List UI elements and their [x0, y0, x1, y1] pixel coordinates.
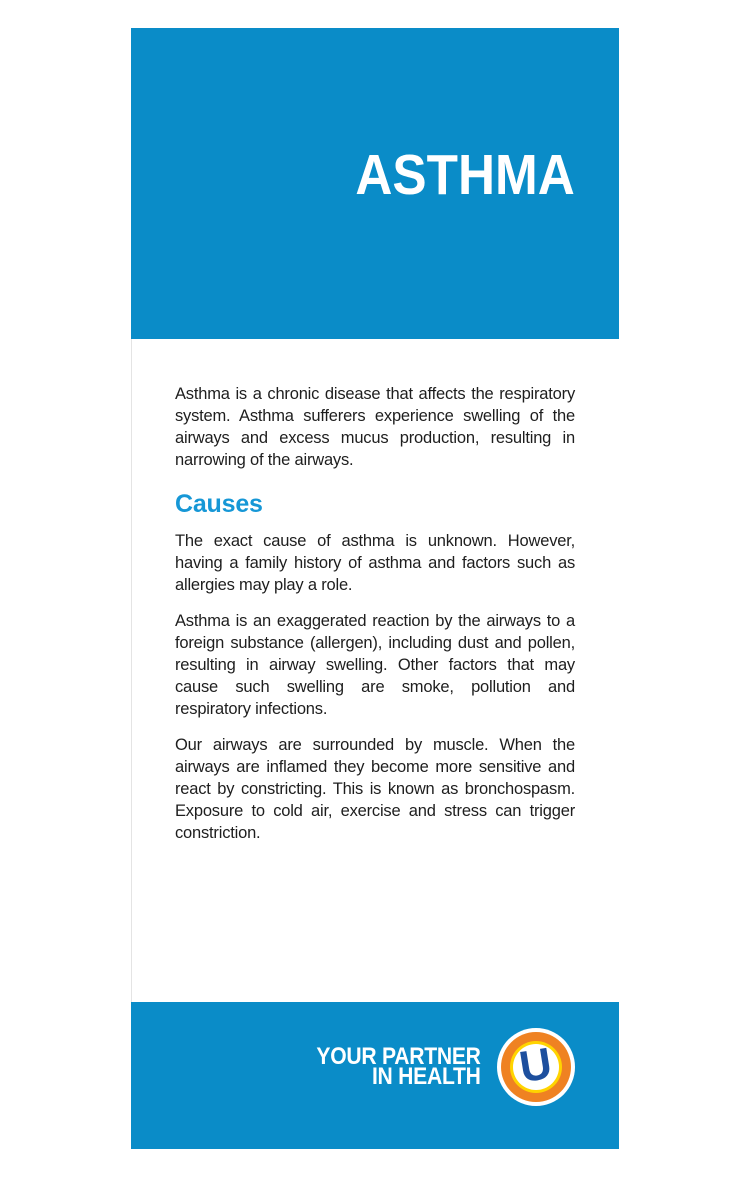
- header-banner: [131, 28, 619, 339]
- tagline: [316, 1042, 481, 1090]
- logo-ring-orange-icon: [501, 1032, 571, 1102]
- logo-center-icon: [513, 1038, 559, 1093]
- causes-paragraph-3: Our airways are surrounded by muscle. When the airways are inflamed they become more sensitive and react by constricting. This is known as bronchospasm. Exposure to cold air, exercise and stress can trigger constriction.: [175, 736, 575, 842]
- unichem-logo: [497, 1028, 575, 1106]
- body-section: [131, 339, 619, 1002]
- tagline-line-1: YOUR PARTNER: [316, 1042, 481, 1070]
- logo-letter-u-icon: U: [516, 1038, 556, 1093]
- intro-paragraph: Asthma is a chronic disease that affects the respiratory system. Asthma sufferers experience swelling of the airways and excess mucus production, resulting in narrowing of the airways.: [175, 385, 575, 469]
- asthma-pamphlet: [131, 28, 619, 1149]
- page-title: ASTHMA: [355, 143, 575, 207]
- footer-banner: [131, 1002, 619, 1149]
- section-heading-causes: Causes: [175, 490, 263, 518]
- causes-paragraph-1: The exact cause of asthma is unknown. However, having a family history of asthma and factors such as allergies may play a role.: [175, 532, 575, 594]
- tagline-line-2: IN HEALTH: [372, 1063, 481, 1090]
- logo-ring-yellow-icon: [510, 1038, 562, 1093]
- causes-paragraph-2: Asthma is an exaggerated reaction by the airways to a foreign substance (allergen), including dust and pollen, resulting in airway swelling. Other factors that may cause such swelling are smoke, pollution and respiratory infections.: [175, 612, 575, 718]
